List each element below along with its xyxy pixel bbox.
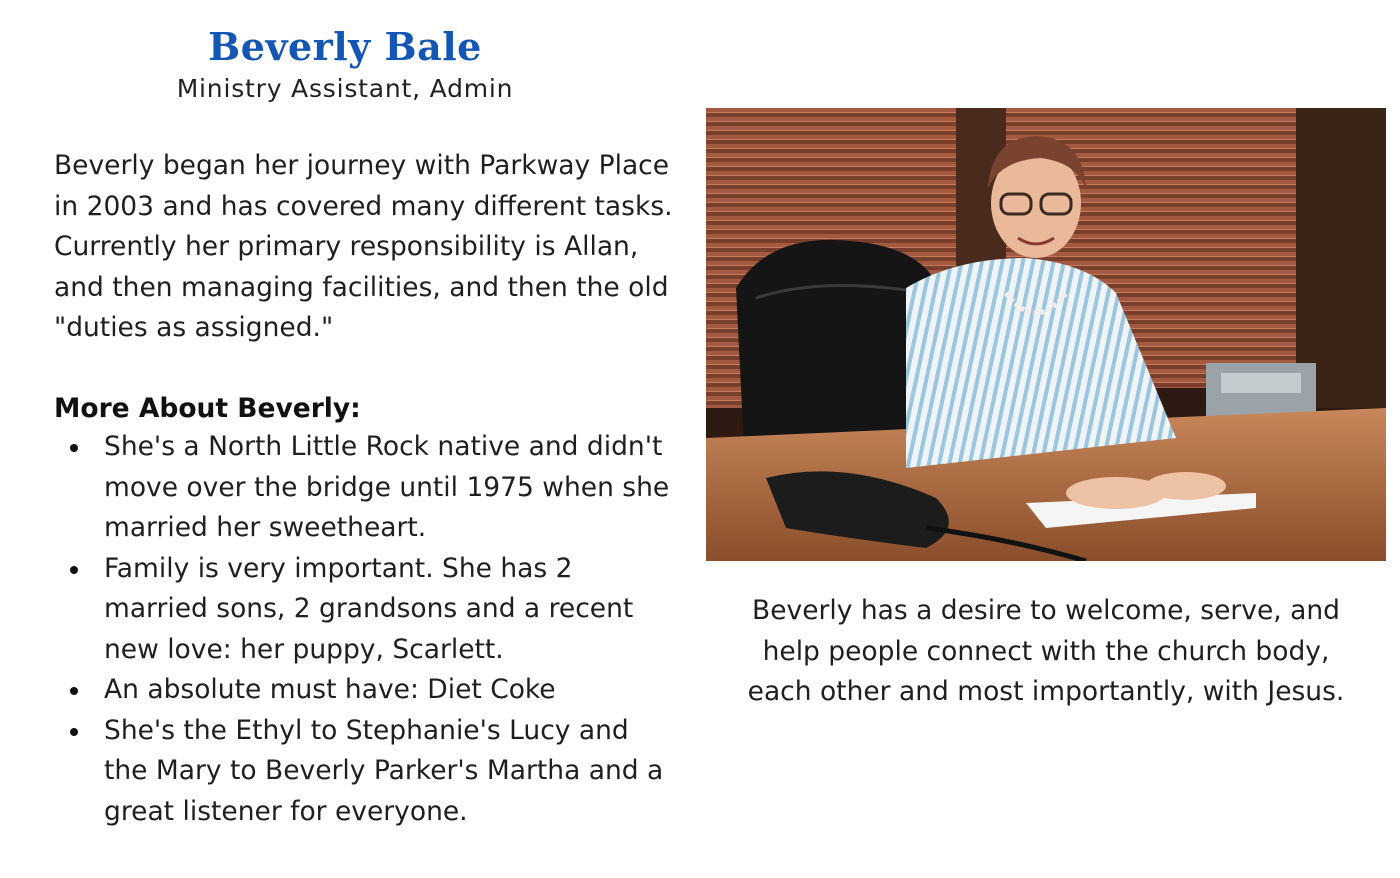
list-item: She's a North Little Rock native and didn't move over the bridge until 1975 when she married her sweetheart. — [54, 427, 694, 549]
more-about-heading: More About Beverly: — [54, 393, 361, 424]
caption-line: Beverly has a desire to welcome, serve, and — [752, 595, 1340, 626]
staff-photo — [706, 108, 1386, 561]
bullet-icon — [70, 728, 78, 736]
list-item: She's the Ethyl to Stephanie's Lucy and the Mary to Beverly Parker's Martha and a great listener for everyone. — [54, 711, 694, 833]
intro-line: "duties as assigned." — [54, 312, 334, 343]
intro-line: Currently her primary responsibility is Allan, — [54, 231, 639, 262]
caption-line: each other and most importantly, with Jesus. — [747, 676, 1345, 707]
bullet-icon — [70, 566, 78, 574]
staff-name: Beverly Bale — [208, 24, 482, 69]
list-item: Family is very important. She has 2 married sons, 2 grandsons and a recent new love: her puppy, Scarlett. — [54, 549, 694, 671]
list-item: An absolute must have: Diet Coke — [54, 670, 694, 711]
bullet-icon — [70, 444, 78, 452]
more-about-list — [54, 427, 694, 832]
intro-line: Beverly began her journey with Parkway Place — [54, 150, 670, 181]
intro-paragraph — [54, 146, 694, 349]
intro-line: in 2003 and has covered many different tasks. — [54, 190, 673, 222]
intro-line: and then managing facilities, and then the old — [54, 271, 669, 303]
bullet-icon — [70, 687, 78, 695]
caption-line: help people connect with the church body, — [762, 635, 1330, 667]
photo-caption — [706, 591, 1386, 713]
staff-role: Ministry Assistant, Admin — [176, 74, 514, 103]
